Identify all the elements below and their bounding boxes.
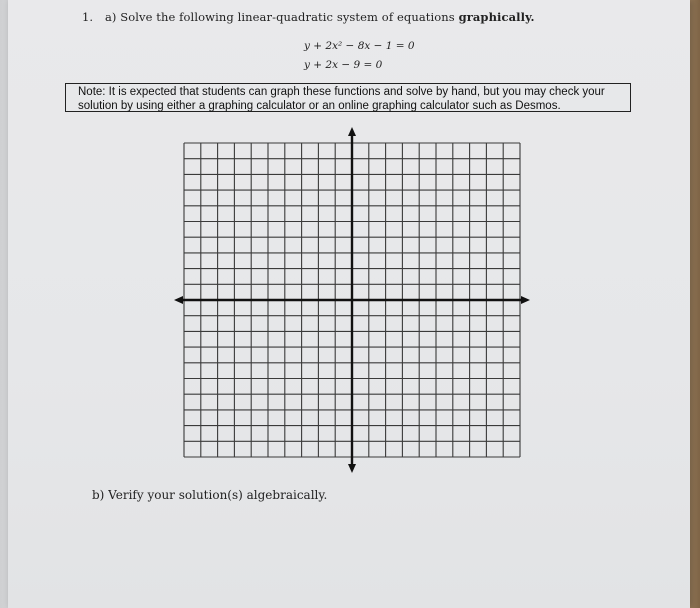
question-number: 1. <box>82 10 94 24</box>
axes <box>174 127 530 473</box>
y-axis-up-arrow-icon <box>348 127 356 136</box>
question-text: a) Solve the following linear-quadratic system of equations <box>104 10 455 24</box>
equation-linear: y + 2x − 9 = 0 <box>304 59 383 71</box>
note-box: Note: It is expected that students can graph these functions and solve by hand, but you may check your solution by using either a graphing calculator or an online graphing calculator such as Desmos. <box>65 83 631 112</box>
part-b-prompt: b) Verify your solution(s) algebraically. <box>92 488 328 502</box>
y-axis-down-arrow-icon <box>348 464 356 473</box>
equation-quadratic: y + 2x² − 8x − 1 = 0 <box>304 40 415 52</box>
x-axis-left-arrow-icon <box>174 296 183 304</box>
x-axis-right-arrow-icon <box>521 296 530 304</box>
question-emphasis: graphically. <box>458 10 535 24</box>
